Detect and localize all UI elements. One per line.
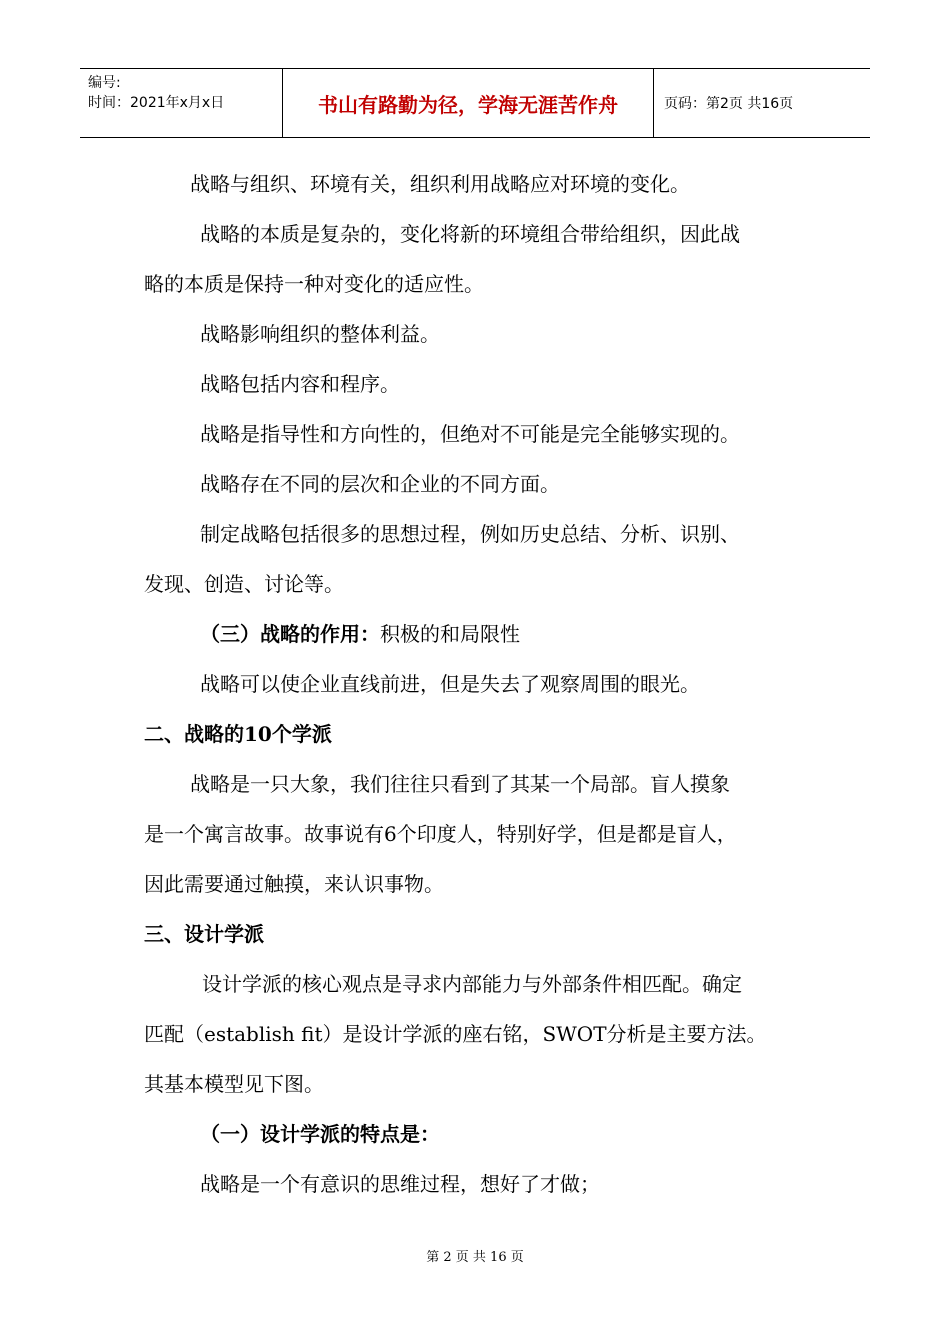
- paragraph-line: 战略影响组织的整体利益。: [200, 322, 440, 346]
- paragraph-line: 战略是指导性和方向性的，但绝对不可能是完全能够实现的。: [200, 422, 740, 446]
- number-label: 编号:: [88, 75, 121, 91]
- page-footer: 第 2 页 共 16 页: [426, 1250, 524, 1265]
- paragraph-line: 战略可以使企业直线前进，但是失去了观察周围的眼光。: [200, 672, 700, 696]
- paragraph-line: 战略的本质是复杂的，变化将新的环境组合带给组织，因此战: [200, 222, 740, 246]
- motto: 书山有路勤为径，学海无涯苦作舟: [282, 69, 654, 137]
- subheading-text: 积极的和局限性: [380, 622, 520, 646]
- paragraph-line: 战略存在不同的层次和企业的不同方面。: [200, 472, 560, 496]
- subheading-title: （三）战略的作用：: [200, 622, 380, 646]
- header-meta: [80, 69, 282, 137]
- paragraph-line: 战略与组织、环境有关，组织利用战略应对环境的变化。: [190, 172, 690, 196]
- page-header: [80, 68, 870, 138]
- paragraph-line: 制定战略包括很多的思想过程，例如历史总结、分析、识别、: [200, 522, 740, 546]
- page-info: 页码：第2页 共16页: [664, 96, 794, 112]
- paragraph-line: 战略包括内容和程序。: [200, 372, 400, 396]
- paragraph-line: 匹配（establish fit）是设计学派的座右铭，SWOT分析是主要方法。: [144, 1022, 767, 1046]
- paragraph-line: 战略是一个有意识的思维过程，想好了才做；: [200, 1172, 600, 1196]
- date-label: 时间：2021年x月x日: [88, 95, 225, 111]
- paragraph-line: 因此需要通过触摸，来认识事物。: [144, 872, 444, 896]
- section-heading: 三、设计学派: [144, 922, 264, 946]
- paragraph-line: 其基本模型见下图。: [144, 1072, 324, 1096]
- paragraph-line: 略的本质是保持一种对变化的适应性。: [144, 272, 484, 296]
- section-subheading: [200, 620, 520, 648]
- paragraph-line: 是一个寓言故事。故事说有6个印度人，特别好学，但是都是盲人，: [144, 822, 737, 846]
- paragraph-line: 战略是一只大象，我们往往只看到了其某一个局部。盲人摸象: [190, 772, 730, 796]
- paragraph-line: 设计学派的核心观点是寻求内部能力与外部条件相匹配。确定: [202, 972, 742, 996]
- paragraph-line: 发现、创造、讨论等。: [144, 572, 344, 596]
- section-heading: 二、战略的10个学派: [144, 722, 332, 746]
- section-subheading: （一）设计学派的特点是：: [200, 1122, 440, 1146]
